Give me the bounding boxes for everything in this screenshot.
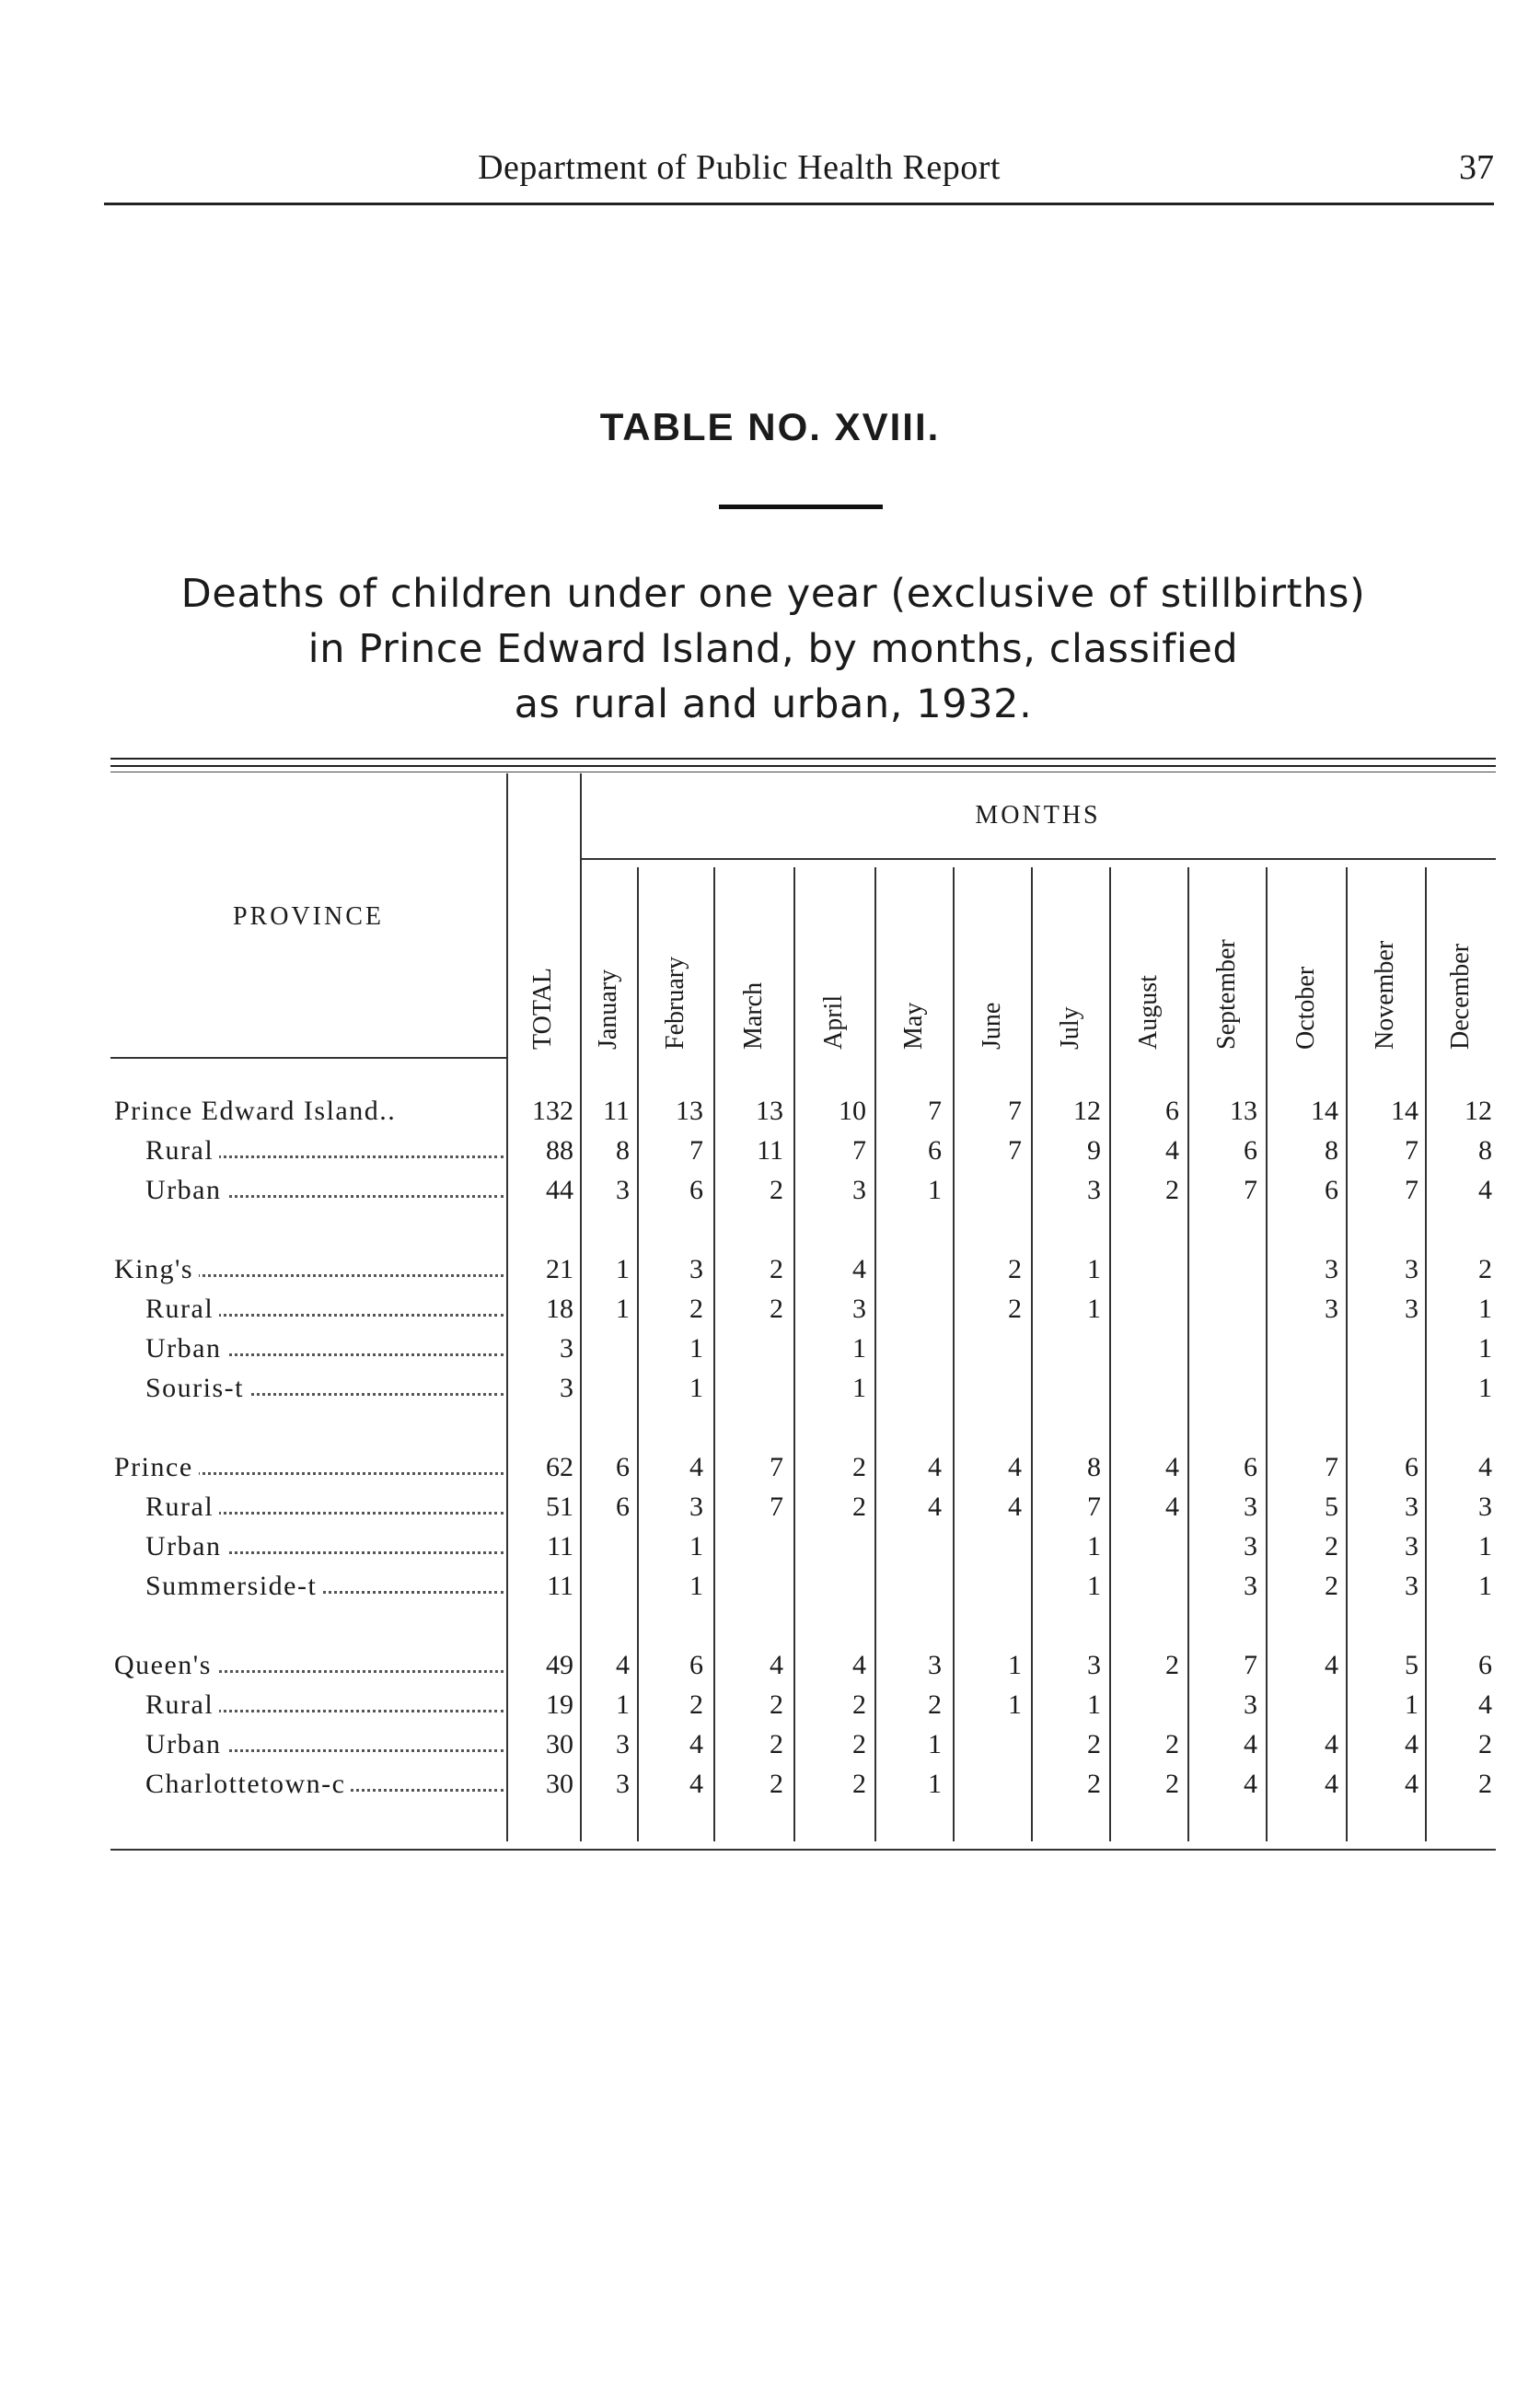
table-row <box>0 1254 1540 1291</box>
row-label <box>145 1769 504 1800</box>
month-cell: 4 <box>1478 1175 1492 1205</box>
month-cell: 7 <box>1405 1135 1418 1166</box>
month-cell: 1 <box>616 1294 630 1324</box>
month-cell: 3 <box>1405 1294 1418 1324</box>
month-cell: 3 <box>1087 1650 1101 1680</box>
column-header-label: December <box>1445 943 1475 1050</box>
month-cell: 4 <box>1405 1729 1418 1759</box>
month-cell: 13 <box>1230 1096 1257 1126</box>
month-cell: 2 <box>689 1689 703 1720</box>
total-cell: 44 <box>546 1175 573 1205</box>
row-label <box>145 1294 504 1325</box>
month-cell: 2 <box>1165 1729 1179 1759</box>
month-cell: 2 <box>1478 1769 1492 1799</box>
month-cell: 3 <box>1244 1531 1257 1561</box>
row-label-text: Rural <box>145 1135 219 1166</box>
month-cell: 4 <box>928 1492 942 1522</box>
month-cell: 4 <box>1165 1492 1179 1522</box>
month-cell: 8 <box>616 1135 630 1166</box>
month-cell: 4 <box>928 1452 942 1482</box>
total-cell: 11 <box>547 1531 573 1561</box>
total-cell: 3 <box>560 1333 573 1364</box>
row-label-text: Charlottetown-c <box>145 1769 351 1799</box>
table-caption <box>120 566 1427 732</box>
month-cell: 4 <box>1478 1689 1492 1720</box>
month-cell: 2 <box>1008 1254 1022 1284</box>
column-header-label: May <box>898 1002 928 1050</box>
month-cell: 6 <box>1478 1650 1492 1680</box>
month-cell: 6 <box>689 1650 703 1680</box>
row-label <box>145 1689 504 1721</box>
page-number: 37 <box>1459 148 1494 187</box>
month-cell: 1 <box>1008 1689 1022 1720</box>
caption-line-1: Deaths of children under one year (exclusive of stillbirths) <box>180 571 1366 617</box>
row-label <box>145 1373 504 1404</box>
month-cell: 3 <box>1405 1531 1418 1561</box>
month-cell: 6 <box>689 1175 703 1205</box>
month-cell: 3 <box>1325 1294 1338 1324</box>
month-cell: 1 <box>1478 1333 1492 1364</box>
month-cell: 2 <box>1087 1729 1101 1759</box>
month-cell: 1 <box>1478 1294 1492 1324</box>
month-cell: 14 <box>1311 1096 1338 1126</box>
month-cell: 1 <box>1008 1650 1022 1680</box>
row-label-text: Urban <box>145 1333 226 1364</box>
month-column-header <box>1211 939 1249 1086</box>
month-cell: 3 <box>1405 1492 1418 1522</box>
total-cell: 30 <box>546 1729 573 1759</box>
month-cell: 2 <box>1165 1650 1179 1680</box>
total-cell: 132 <box>532 1096 573 1126</box>
month-cell: 2 <box>1478 1254 1492 1284</box>
row-label <box>145 1135 504 1167</box>
month-cell: 8 <box>1087 1452 1101 1482</box>
table-top-rule <box>110 758 1496 760</box>
month-cell: 5 <box>1325 1492 1338 1522</box>
table-row <box>0 1531 1540 1568</box>
months-group-rule <box>580 858 1496 860</box>
column-header-label: January <box>594 969 622 1050</box>
table-row <box>0 1096 1540 1132</box>
month-cell: 1 <box>1087 1531 1101 1561</box>
month-cell: 3 <box>616 1769 630 1799</box>
month-column-header <box>1445 943 1483 1086</box>
month-cell: 3 <box>1405 1254 1418 1284</box>
row-label-text: Rural <box>145 1294 219 1324</box>
table-top-rule-2 <box>110 765 1496 767</box>
month-cell: 2 <box>770 1175 783 1205</box>
table-row <box>0 1294 1540 1330</box>
month-cell: 4 <box>1165 1135 1179 1166</box>
month-cell: 2 <box>852 1452 866 1482</box>
total-cell: 21 <box>546 1254 573 1284</box>
month-cell: 1 <box>1087 1294 1101 1324</box>
column-header-label: October <box>1291 966 1320 1050</box>
month-cell: 2 <box>1165 1175 1179 1205</box>
month-cell: 2 <box>1087 1769 1101 1799</box>
month-cell: 12 <box>1073 1096 1101 1126</box>
column-header-label: February <box>660 956 689 1050</box>
month-cell: 4 <box>770 1650 783 1680</box>
total-cell: 49 <box>546 1650 573 1680</box>
row-label <box>114 1254 504 1285</box>
month-cell: 2 <box>1008 1294 1022 1324</box>
month-cell: 3 <box>928 1650 942 1680</box>
month-cell: 7 <box>689 1135 703 1166</box>
table-row <box>0 1650 1540 1687</box>
month-column-header <box>594 969 631 1086</box>
total-cell: 19 <box>546 1689 573 1720</box>
month-cell: 4 <box>1244 1729 1257 1759</box>
total-cell: 88 <box>546 1135 573 1166</box>
month-cell: 3 <box>1478 1492 1492 1522</box>
table-row <box>0 1175 1540 1212</box>
row-label-text: Rural <box>145 1689 219 1720</box>
month-cell: 1 <box>1478 1531 1492 1561</box>
month-cell: 6 <box>616 1492 630 1522</box>
months-group-header: MONTHS <box>975 801 1101 830</box>
header-bottom-rule <box>110 1057 506 1059</box>
month-cell: 3 <box>1244 1492 1257 1522</box>
province-column-header: PROVINCE <box>232 902 384 931</box>
month-cell: 3 <box>616 1729 630 1759</box>
table-row <box>0 1689 1540 1726</box>
column-header-label: July <box>1055 1006 1084 1050</box>
total-cell: 30 <box>546 1769 573 1799</box>
month-cell: 4 <box>689 1769 703 1799</box>
table-bottom-rule <box>110 1849 1496 1851</box>
month-cell: 6 <box>928 1135 942 1166</box>
month-cell: 1 <box>689 1373 703 1403</box>
caption-line-3: as rural and urban, 1932. <box>514 681 1033 727</box>
month-cell: 4 <box>1325 1650 1338 1680</box>
month-cell: 11 <box>603 1096 630 1126</box>
month-cell: 1 <box>1478 1373 1492 1403</box>
column-header-label: September <box>1211 939 1241 1050</box>
month-cell: 3 <box>1244 1689 1257 1720</box>
row-label <box>145 1571 504 1602</box>
month-cell: 1 <box>928 1729 942 1759</box>
month-cell: 4 <box>852 1254 866 1284</box>
row-label-text: Prince <box>114 1452 199 1482</box>
month-cell: 4 <box>616 1650 630 1680</box>
month-cell: 7 <box>1244 1175 1257 1205</box>
month-cell: 4 <box>1008 1492 1022 1522</box>
month-cell: 3 <box>689 1254 703 1284</box>
row-label-text: King's <box>114 1254 199 1284</box>
month-column-header <box>819 994 856 1086</box>
caption-line-2: in Prince Edward Island, by months, classified <box>307 626 1239 672</box>
row-label-text: Souris-t <box>145 1373 249 1403</box>
total-cell: 3 <box>560 1373 573 1403</box>
month-cell: 2 <box>770 1294 783 1324</box>
row-label-text: Urban <box>145 1531 226 1561</box>
month-cell: 3 <box>1087 1175 1101 1205</box>
month-cell: 1 <box>689 1333 703 1364</box>
month-cell: 1 <box>852 1373 866 1403</box>
table-number: TABLE NO. XVIII. <box>599 405 941 448</box>
month-column-header <box>898 1002 936 1086</box>
total-cell: 51 <box>546 1492 573 1522</box>
row-label <box>114 1650 504 1681</box>
title-rule <box>719 505 883 509</box>
month-cell: 10 <box>839 1096 866 1126</box>
month-cell: 6 <box>1405 1452 1418 1482</box>
month-cell: 4 <box>689 1452 703 1482</box>
month-cell: 7 <box>852 1135 866 1166</box>
month-cell: 4 <box>1165 1452 1179 1482</box>
table-row <box>0 1452 1540 1489</box>
month-cell: 2 <box>770 1729 783 1759</box>
month-cell: 2 <box>928 1689 942 1720</box>
month-cell: 1 <box>1087 1254 1101 1284</box>
row-label-text: Prince Edward Island.. <box>114 1096 401 1126</box>
month-cell: 2 <box>1165 1769 1179 1799</box>
month-cell: 2 <box>1478 1729 1492 1759</box>
month-cell: 4 <box>689 1729 703 1759</box>
row-label <box>145 1175 504 1206</box>
month-column-header <box>738 981 776 1086</box>
row-label-text: Summerside-t <box>145 1571 322 1601</box>
month-cell: 6 <box>1244 1135 1257 1166</box>
row-label <box>145 1492 504 1523</box>
month-cell: 3 <box>852 1294 866 1324</box>
month-cell: 4 <box>1325 1769 1338 1799</box>
row-label-text: Queen's <box>114 1650 217 1680</box>
month-cell: 8 <box>1325 1135 1338 1166</box>
month-cell: 1 <box>616 1689 630 1720</box>
month-cell: 3 <box>852 1175 866 1205</box>
total-column-header <box>528 967 565 1086</box>
column-header-label: November <box>1371 940 1399 1050</box>
running-title: Department of Public Health Report <box>478 148 1001 187</box>
month-cell: 1 <box>1478 1571 1492 1601</box>
month-cell: 11 <box>757 1135 783 1166</box>
month-cell: 5 <box>1405 1650 1418 1680</box>
month-cell: 8 <box>1478 1135 1492 1166</box>
row-label <box>145 1531 504 1562</box>
month-cell: 2 <box>770 1689 783 1720</box>
month-cell: 4 <box>852 1650 866 1680</box>
month-cell: 12 <box>1465 1096 1492 1126</box>
month-cell: 3 <box>689 1492 703 1522</box>
table-row <box>0 1373 1540 1410</box>
table-row <box>0 1729 1540 1766</box>
month-cell: 1 <box>689 1531 703 1561</box>
month-cell: 1 <box>616 1254 630 1284</box>
month-cell: 7 <box>1087 1492 1101 1522</box>
table-row <box>0 1333 1540 1370</box>
month-cell: 13 <box>676 1096 703 1126</box>
month-column-header <box>977 1002 1014 1086</box>
month-column-header <box>1055 1006 1093 1086</box>
month-cell: 2 <box>689 1294 703 1324</box>
month-cell: 2 <box>852 1769 866 1799</box>
month-cell: 4 <box>1478 1452 1492 1482</box>
month-cell: 2 <box>852 1689 866 1720</box>
month-cell: 7 <box>1244 1650 1257 1680</box>
row-label-text: Rural <box>145 1492 219 1522</box>
row-label <box>114 1452 504 1483</box>
month-cell: 7 <box>770 1452 783 1482</box>
month-cell: 2 <box>1325 1531 1338 1561</box>
total-cell: 62 <box>546 1452 573 1482</box>
month-cell: 1 <box>689 1571 703 1601</box>
month-cell: 1 <box>1087 1571 1101 1601</box>
column-header-label: March <box>738 981 768 1050</box>
month-cell: 1 <box>928 1175 942 1205</box>
month-cell: 3 <box>1325 1254 1338 1284</box>
column-header-label: August <box>1133 975 1163 1050</box>
month-cell: 1 <box>1405 1689 1418 1720</box>
month-cell: 7 <box>928 1096 942 1126</box>
row-label-text: Urban <box>145 1729 226 1759</box>
row-label <box>145 1333 504 1364</box>
month-cell: 9 <box>1087 1135 1101 1166</box>
total-cell: 11 <box>547 1571 573 1601</box>
table-row <box>0 1492 1540 1528</box>
month-cell: 1 <box>852 1333 866 1364</box>
month-cell: 7 <box>1325 1452 1338 1482</box>
month-cell: 7 <box>770 1492 783 1522</box>
month-cell: 4 <box>1325 1729 1338 1759</box>
total-cell: 18 <box>546 1294 573 1324</box>
month-cell: 6 <box>1165 1096 1179 1126</box>
month-column-header <box>660 956 698 1086</box>
month-cell: 13 <box>756 1096 783 1126</box>
month-cell: 7 <box>1405 1175 1418 1205</box>
month-cell: 14 <box>1391 1096 1418 1126</box>
month-cell: 1 <box>1087 1689 1101 1720</box>
running-header <box>104 138 1494 205</box>
month-cell: 3 <box>1244 1571 1257 1601</box>
table-row <box>0 1571 1540 1608</box>
row-label <box>114 1096 504 1127</box>
column-header-label: June <box>977 1002 1006 1050</box>
month-cell: 4 <box>1405 1769 1418 1799</box>
month-cell: 4 <box>1008 1452 1022 1482</box>
table-row <box>0 1769 1540 1805</box>
month-cell: 6 <box>616 1452 630 1482</box>
month-column-header <box>1291 966 1328 1086</box>
month-cell: 7 <box>1008 1096 1022 1126</box>
table-row <box>0 1135 1540 1172</box>
month-cell: 6 <box>1244 1452 1257 1482</box>
month-cell: 2 <box>770 1769 783 1799</box>
month-cell: 6 <box>1325 1175 1338 1205</box>
month-cell: 3 <box>1405 1571 1418 1601</box>
month-cell: 3 <box>616 1175 630 1205</box>
month-cell: 1 <box>928 1769 942 1799</box>
month-cell: 2 <box>852 1729 866 1759</box>
month-column-header <box>1371 940 1407 1086</box>
row-label <box>145 1729 504 1760</box>
column-header-label: TOTAL <box>528 967 557 1050</box>
month-cell: 7 <box>1008 1135 1022 1166</box>
column-header-label: April <box>819 994 848 1050</box>
month-cell: 2 <box>770 1254 783 1284</box>
month-cell: 4 <box>1244 1769 1257 1799</box>
month-cell: 2 <box>1325 1571 1338 1601</box>
month-cell: 2 <box>852 1492 866 1522</box>
month-column-header <box>1133 975 1171 1086</box>
row-label-text: Urban <box>145 1175 226 1205</box>
